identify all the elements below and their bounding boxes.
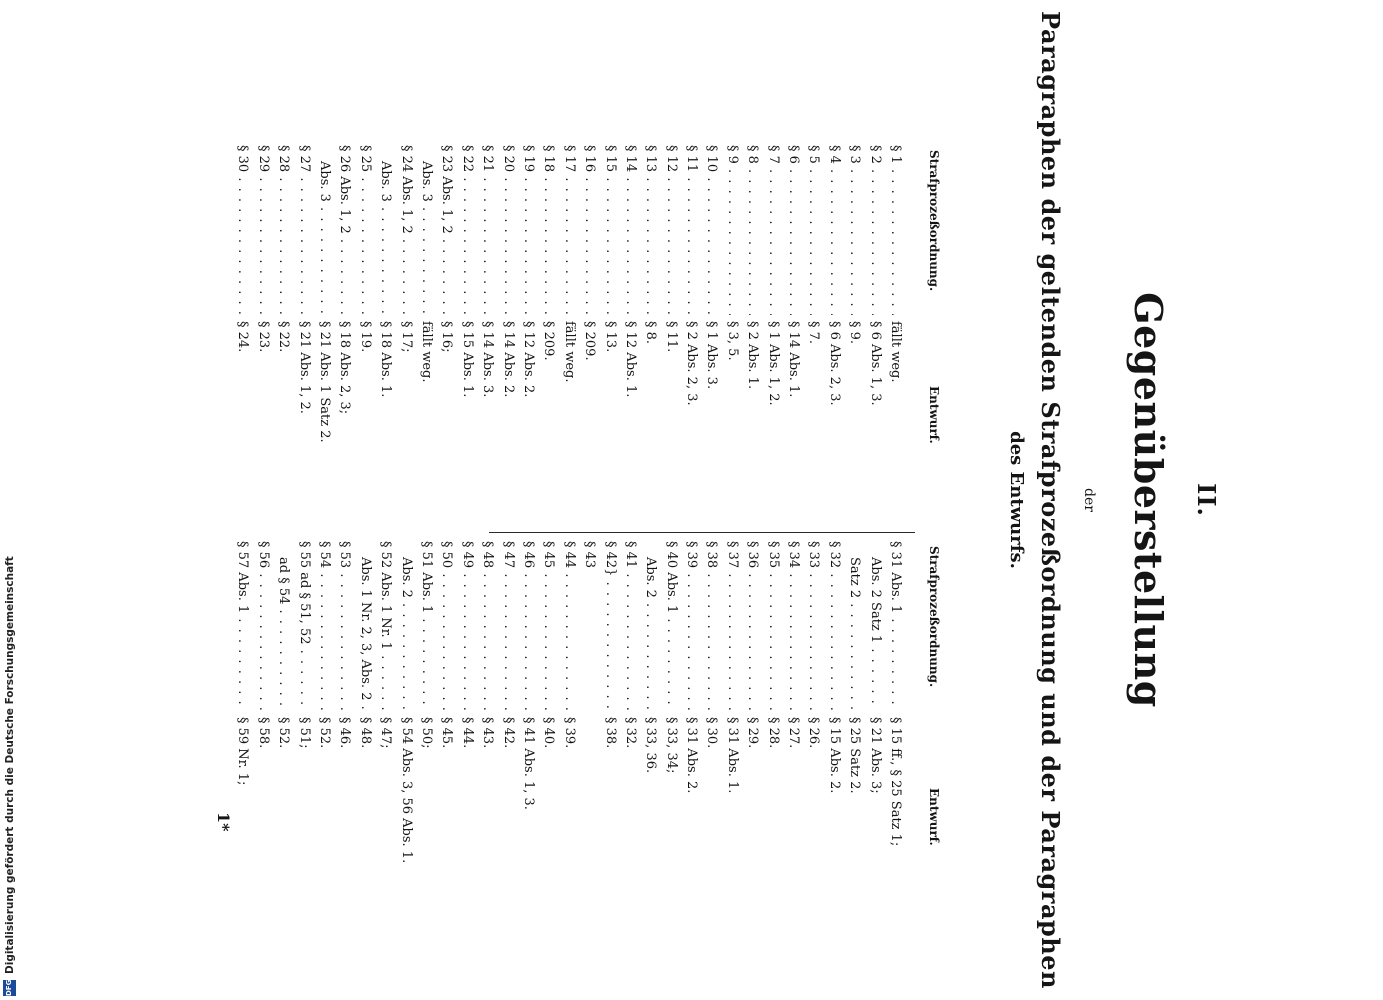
stpo-paragraph: § 4 . . . [823, 145, 843, 315]
entwurf-paragraph: § 18 Abs. 1. [378, 321, 394, 398]
entwurf-paragraph: § 38. [602, 717, 618, 749]
entwurf-paragraph: § 12 Abs. 1. [622, 321, 638, 398]
entwurf-paragraph: § 16; [439, 321, 455, 353]
stpo-paragraph: § 5 . . . [803, 145, 823, 315]
entwurf-paragraph: § 51; [296, 717, 312, 749]
stpo-paragraph: § 45 . . . [538, 541, 558, 711]
entwurf-paragraph: § 52. [317, 717, 333, 749]
entwurf-paragraph: § 12 Abs. 2. [520, 321, 536, 398]
entwurf-paragraph: § 33, 34; [663, 717, 679, 774]
section-numeral: II. [1192, 483, 1221, 517]
stpo-paragraph: § 28 . . . [273, 145, 293, 315]
entwurf-paragraph: fällt weg. [561, 321, 577, 383]
entwurf-paragraph: § 25 Satz 2. [847, 717, 863, 794]
stpo-paragraph: § 37 . . . [721, 541, 741, 711]
stpo-paragraph: § 30 . . . [232, 145, 252, 315]
entwurf-paragraph: § 52. [276, 717, 292, 749]
digitization-credit: Digitalisierung gefördert durch die Deutsche Forschungsgemeinschaft [4, 556, 16, 974]
stpo-paragraph: § 55 ad § 51, 52 . . . [293, 541, 313, 711]
entwurf-paragraph: § 27. [786, 717, 802, 749]
stpo-paragraph: § 39 . . . [681, 541, 701, 711]
entwurf-paragraph: § 41 Abs. 1, 3. [520, 717, 536, 810]
entwurf-paragraph: § 18 Abs. 2, 3; [337, 321, 353, 415]
stpo-paragraph: § 57 Abs. 1 . . . [232, 541, 252, 711]
dfg-logo-icon: DFG [3, 980, 16, 996]
stpo-paragraph: § 8 . . . [742, 145, 762, 315]
stpo-paragraph: Abs. 2 . . . [395, 541, 415, 711]
stpo-paragraph: § 41 . . . [620, 541, 640, 711]
entwurf-paragraph: § 19. [357, 321, 373, 353]
entwurf-paragraph: § 1 Abs. 1, 2. [765, 321, 781, 406]
stpo-paragraph: Satz 2 . . . [844, 541, 864, 711]
stpo-paragraph: ad § 54 . . . [273, 541, 293, 711]
entwurf-paragraph: § 209. [582, 321, 598, 361]
entwurf-paragraph: § 22. [276, 321, 292, 353]
entwurf-paragraph: § 43. [480, 717, 496, 749]
right-column-header-entwurf: Entwurf. [927, 788, 941, 846]
stpo-paragraph: § 20 . . . [497, 145, 517, 315]
stpo-paragraph: § 14 . . . [620, 145, 640, 315]
entwurf-paragraph: § 47; [378, 717, 394, 749]
stpo-paragraph: § 24 Abs. 1, 2 . . . [395, 145, 415, 315]
entwurf-paragraph: § 42. [500, 717, 516, 749]
stpo-paragraph: § 18 . . . [538, 145, 558, 315]
entwurf-paragraph: § 44. [459, 717, 475, 749]
entwurf-paragraph: § 46. [337, 717, 353, 749]
stpo-paragraph: § 56 . . . [252, 541, 272, 711]
stpo-paragraph: § 10 . . . [701, 145, 721, 315]
stpo-paragraph: § 3 . . . [844, 145, 864, 315]
entwurf-paragraph: § 29. [745, 717, 761, 749]
entwurf-paragraph: § 28. [765, 717, 781, 749]
left-column-header-stpo: Strafprozeßordnung. [927, 150, 941, 292]
stpo-paragraph: § 35 . . . [762, 541, 782, 711]
stpo-paragraph: § 26 Abs. 1, 2 . . . [334, 145, 354, 315]
entwurf-paragraph: § 32. [622, 717, 638, 749]
entwurf-paragraph: § 14 Abs. 1. [786, 321, 802, 398]
entwurf-paragraph: § 15 Abs. 1. [459, 321, 475, 398]
entwurf-paragraph: § 3, 5. [724, 321, 740, 361]
title-connector: der [1081, 488, 1097, 512]
stpo-paragraph: § 25 . . . [354, 145, 374, 315]
entwurf-paragraph: fällt weg. [888, 321, 903, 383]
stpo-paragraph: § 27 . . . [293, 145, 313, 315]
entwurf-paragraph: § 30. [704, 717, 720, 749]
stpo-paragraph: § 19 . . . [518, 145, 538, 315]
stpo-paragraph: § 49 . . . [456, 541, 476, 711]
stpo-paragraph: § 2 . . . [864, 145, 884, 315]
entwurf-paragraph: § 17; [398, 321, 414, 353]
stpo-paragraph: § 54 . . . [314, 541, 334, 711]
left-column-header-entwurf: Entwurf. [927, 386, 941, 444]
entwurf-paragraph: § 54 Abs. 3, 56 Abs. 1. [398, 717, 414, 864]
entwurf-paragraph: § 50; [419, 717, 435, 749]
entwurf-paragraph: § 13. [602, 321, 618, 353]
stpo-paragraph: § 13 . . . [640, 145, 660, 315]
entwurf-paragraph: § 209. [541, 321, 557, 361]
stpo-paragraph: § 44 . . . [558, 541, 578, 711]
entwurf-paragraph: § 31 Abs. 2. [684, 717, 700, 794]
column-divider [489, 532, 915, 533]
entwurf-paragraph: § 14 Abs. 3. [480, 321, 496, 398]
page-subtitle-line2: des Entwurfs. [1006, 431, 1027, 569]
stpo-paragraph: § 40 Abs. 1 . . . [660, 541, 680, 711]
stpo-paragraph: § 32 . . . [823, 541, 843, 711]
entwurf-paragraph: § 45. [439, 717, 455, 749]
entwurf-paragraph: § 59 Nr. 1; [235, 717, 251, 786]
stpo-paragraph: § 53 . . . [334, 541, 354, 711]
entwurf-paragraph: § 1 Abs. 3. [704, 321, 720, 390]
entwurf-paragraph: § 2 Abs. 1. [745, 321, 761, 390]
right-column-header-stpo: Strafprozeßordnung. [927, 546, 941, 688]
stpo-paragraph: § 29 . . . [252, 145, 272, 315]
stpo-paragraph: § 31 Abs. 1 . . . [885, 541, 905, 711]
entwurf-paragraph: § 2 Abs. 2, 3. [684, 321, 700, 406]
stpo-paragraph: § 36 . . . [742, 541, 762, 711]
stpo-paragraph: § 1 . . . [885, 145, 905, 315]
stpo-paragraph: Abs. 3 . . . [416, 145, 436, 315]
stpo-paragraph: § 17 . . . [558, 145, 578, 315]
entwurf-paragraph: § 26. [806, 717, 822, 749]
entwurf-paragraph: § 21 Abs. 1, 2. [296, 321, 312, 414]
stpo-paragraph: Abs. 2 . . . [640, 541, 660, 711]
entwurf-paragraph: § 40. [541, 717, 557, 749]
page-title: Gegenüberstellung [1126, 292, 1171, 708]
entwurf-paragraph: § 33, 36. [643, 717, 659, 774]
stpo-paragraph: § 34 . . . [783, 541, 803, 711]
stpo-paragraph: Abs. 3 . . . [375, 145, 395, 315]
entwurf-paragraph: § 8. [643, 321, 659, 345]
entwurf-paragraph: § 7. [806, 321, 822, 345]
stpo-paragraph: § 23 Abs. 1, 2 . . . [436, 145, 456, 315]
entwurf-paragraph: § 31 Abs. 1. [724, 717, 740, 794]
entwurf-paragraph: § 24. [235, 321, 251, 353]
stpo-paragraph: § 42} . . . [599, 541, 619, 711]
stpo-paragraph: § 51 Abs. 1 . . . [416, 541, 436, 711]
entwurf-paragraph: § 9. [847, 321, 863, 345]
stpo-paragraph: § 47 . . . [497, 541, 517, 711]
digitization-credit-bar [0, 0, 20, 1000]
entwurf-paragraph: § 15 Abs. 2. [826, 717, 842, 794]
entwurf-paragraph: § 21 Abs. 1 Satz 2. [317, 321, 333, 443]
stpo-paragraph: § 21 . . . [477, 145, 497, 315]
entwurf-paragraph: § 21 Abs. 3; [867, 717, 883, 794]
entwurf-paragraph: § 11. [663, 321, 679, 353]
stpo-paragraph: § 50 . . . [436, 541, 456, 711]
page-marker: 1* [214, 812, 233, 832]
stpo-paragraph: § 16 . . . [579, 145, 599, 315]
entwurf-paragraph: § 48. [357, 717, 373, 749]
stpo-paragraph: § 7 . . . [762, 145, 782, 315]
entwurf-paragraph: § 14 Abs. 2. [500, 321, 516, 398]
stpo-paragraph: § 22 . . . [456, 145, 476, 315]
entwurf-paragraph: § 6 Abs. 1, 3. [867, 321, 883, 406]
stpo-paragraph: § 52 Abs. 1 Nr. 1 . . . [375, 541, 395, 711]
page-subtitle: Paragraphen der geltenden Strafprozeßordnung und der Paragraphen [1036, 11, 1065, 989]
stpo-paragraph: Abs. 1 Nr. 2, 3, Abs. 2 . . . [354, 541, 374, 711]
stpo-paragraph: § 9 . . . [721, 145, 741, 315]
stpo-paragraph: § 11 . . . [681, 145, 701, 315]
entwurf-paragraph: § 58. [255, 717, 271, 749]
stpo-paragraph: § 38 . . . [701, 541, 721, 711]
entwurf-paragraph: § 39. [561, 717, 577, 749]
stpo-paragraph: Abs. 2 Satz 1 . . . [864, 541, 884, 711]
entwurf-paragraph: § 23. [255, 321, 271, 353]
stpo-paragraph: § 48 . . . [477, 541, 497, 711]
stpo-paragraph: § 46 . . . [518, 541, 538, 711]
stpo-paragraph: § 15 . . . [599, 145, 619, 315]
entwurf-paragraph: fällt weg. [419, 321, 435, 383]
entwurf-paragraph: § 6 Abs. 2, 3. [826, 321, 842, 406]
stpo-paragraph: Abs. 3 . . . [314, 145, 334, 315]
stpo-paragraph: § 33 . . . [803, 541, 823, 711]
entwurf-paragraph: § 15 ff., § 25 Satz 1; [888, 717, 903, 847]
stpo-paragraph: § 43 [582, 541, 598, 569]
stpo-paragraph: § 6 . . . [783, 145, 803, 315]
stpo-paragraph: § 12 . . . [660, 145, 680, 315]
